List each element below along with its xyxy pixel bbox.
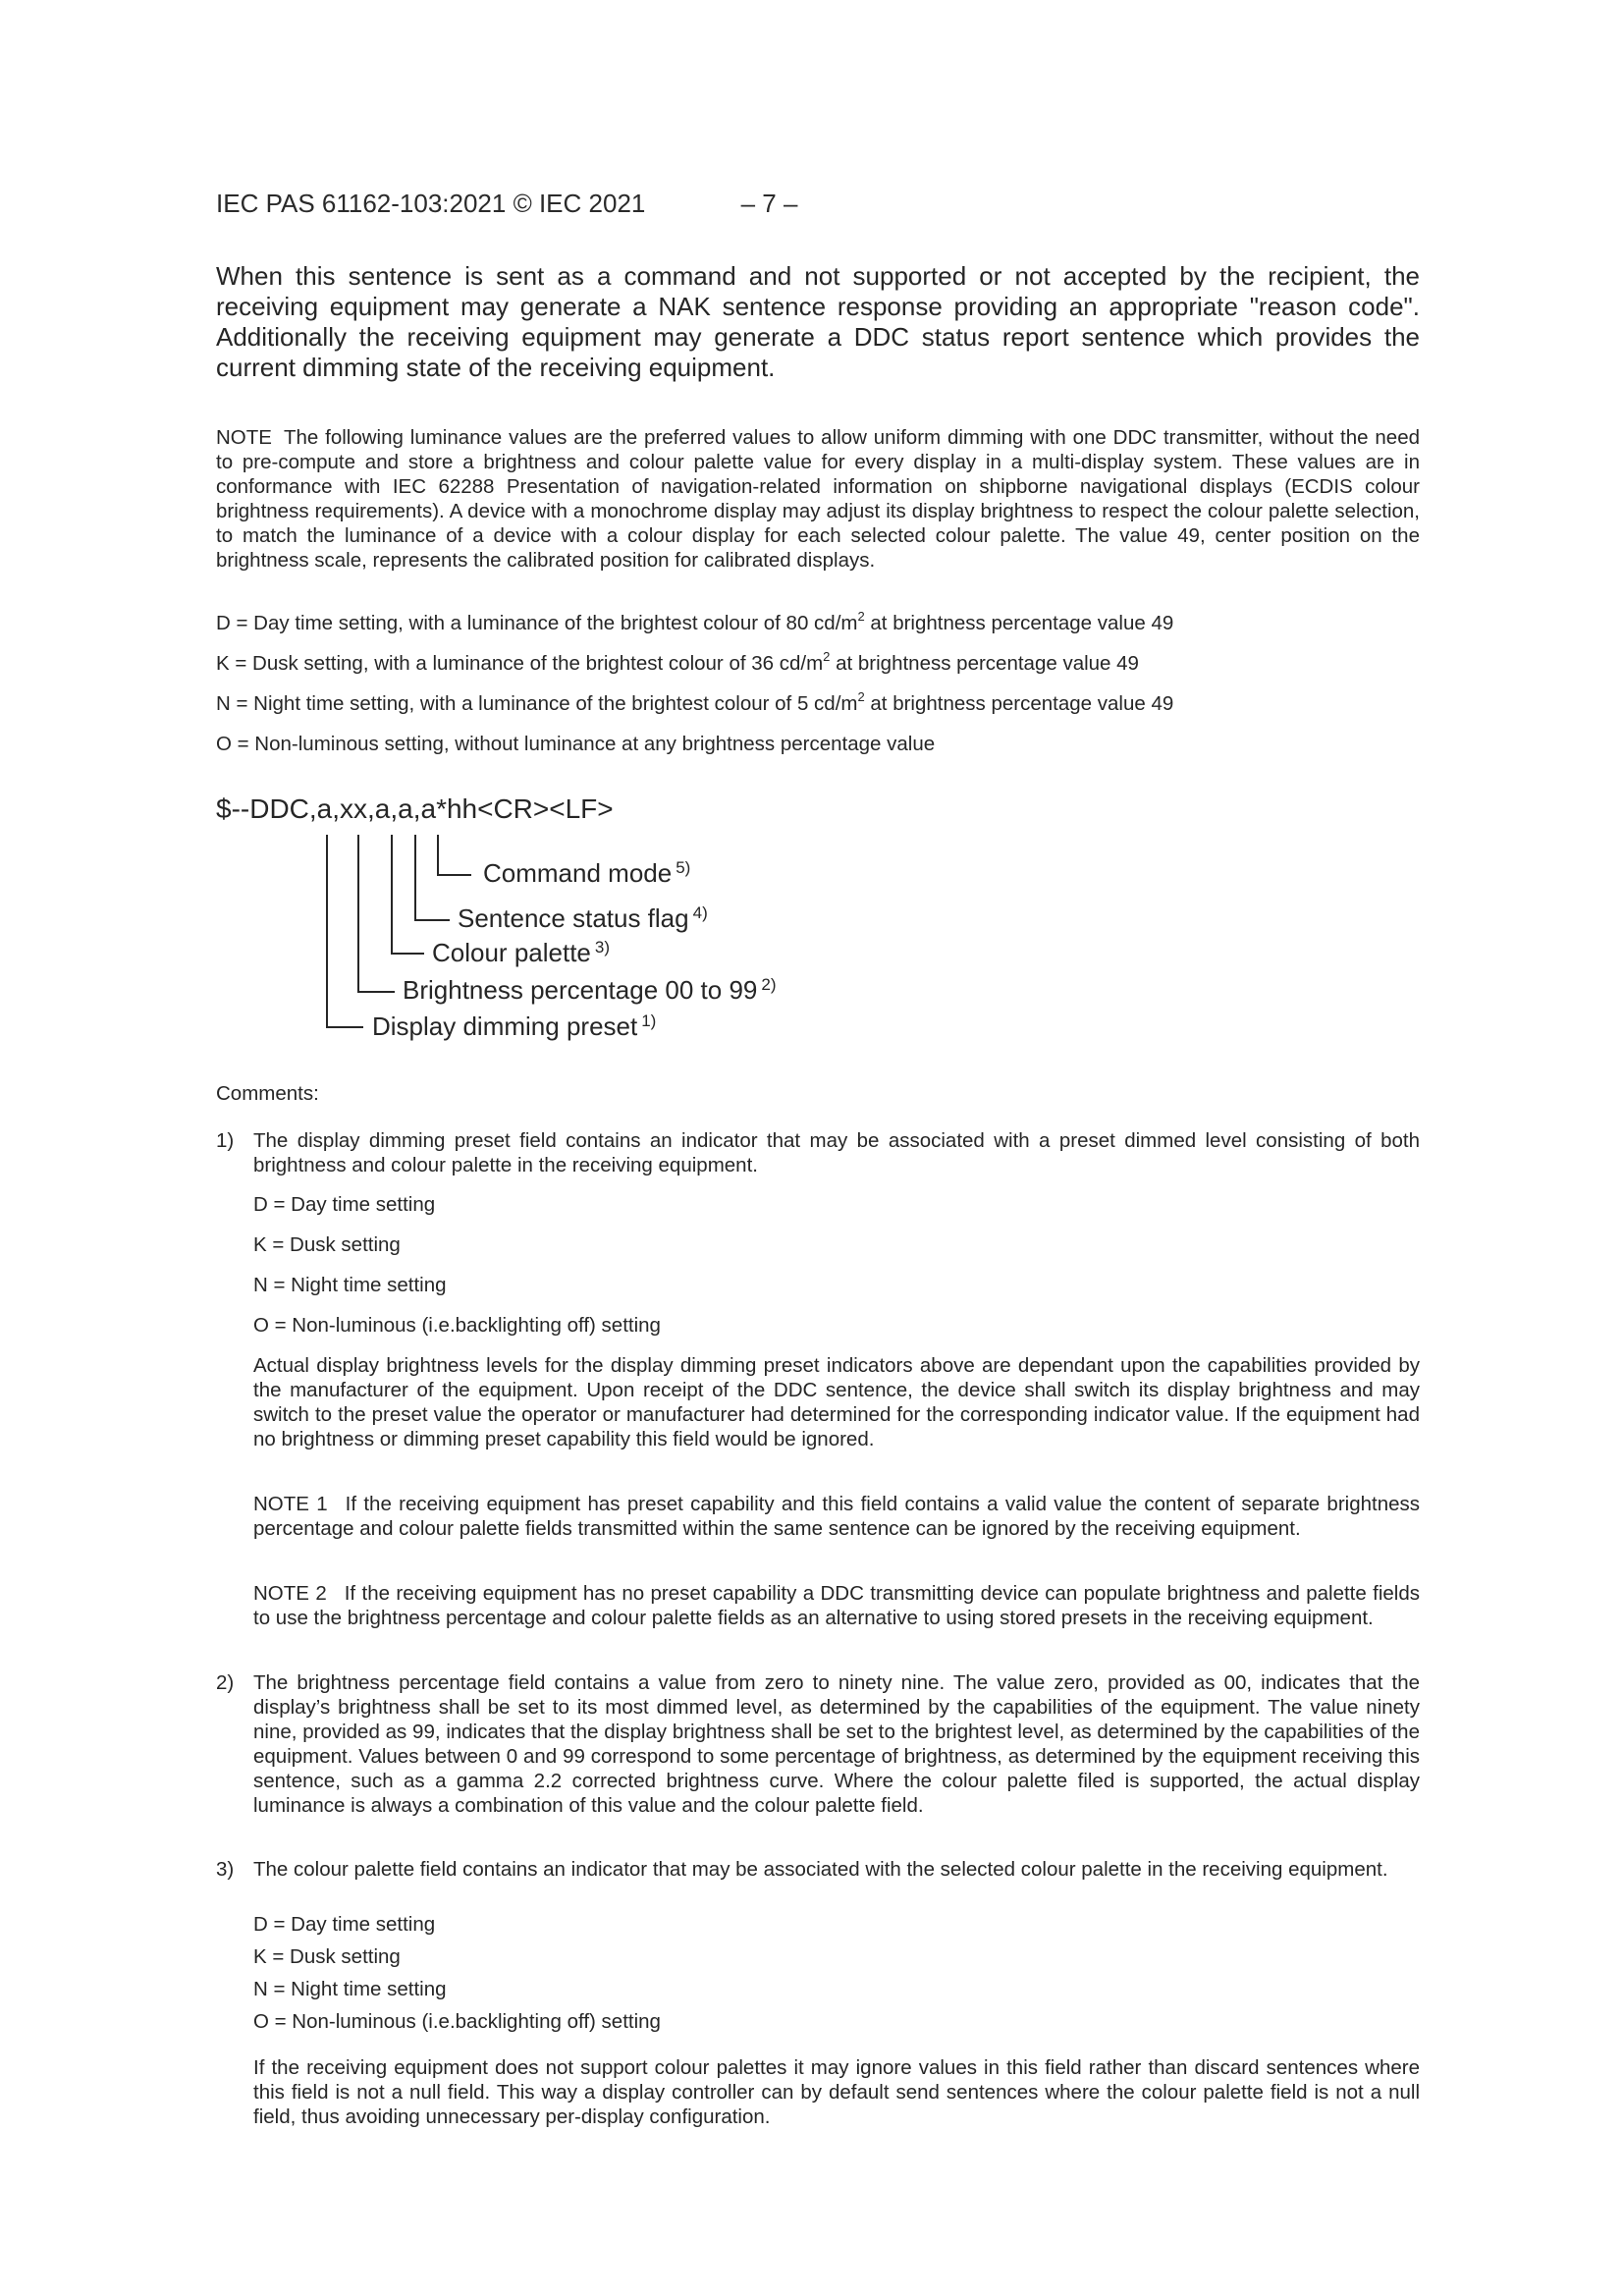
connector-command-mode [438, 835, 471, 875]
setting-night: N = Night time setting, with a luminance of the brightest colour of 5 $cd/m^2$ at brightness percentage value 49 [216, 689, 1174, 715]
comment-3-option-day: D = Day time setting [253, 1913, 436, 1936]
comments-heading: Comments: [216, 1082, 319, 1105]
comment-2-number: 2) [216, 1671, 235, 1694]
comment-3-number: 3) [216, 1858, 235, 1881]
comment-1-number: 1) [216, 1129, 235, 1152]
page-number: – 7 – [740, 189, 798, 218]
comment-3-paragraph: If the receiving equipment does not support colour palettes it may ignore values in this field rather than discard sentences where this field is not a null field. This way a display controller can by default send sentences where the colour palette field is not a null field, thus avoiding unnecessary per-display configuration. [253, 2056, 1420, 2128]
sentence-format: $--DDC,a,xx,a,a,a*hh<CR><LF> [216, 793, 614, 824]
field-label-dimming-preset: Display dimming preset $^{1)}$ [372, 1011, 657, 1041]
comment-3-option-night: N = Night time setting [253, 1978, 447, 2000]
connector-colour-palette [392, 835, 424, 954]
field-label-command-mode: Command mode $^{5)}$ [483, 858, 691, 888]
comment-1-paragraph: Actual display brightness levels for the display dimming preset indicators above are dependant upon the capabilities provided by the manufacturer of the equipment. Upon receipt of the DDC sentence, the device shall switch its display brightness and may switch to the preset value the operator or manufacturer had determined for the corresponding indicator value. If the equipment had no brightness or dimming preset capability this field would be ignored. [253, 1354, 1420, 1450]
setting-day: D = Day time setting, with a luminance of the brightest colour of 80 $cd/m^2$ at brightness percentage value 49 [216, 609, 1174, 634]
comment-1-option-day: D = Day time setting [253, 1193, 436, 1216]
connector-sentence-status [415, 835, 450, 920]
comment-1-option-dusk: K = Dusk setting [253, 1233, 401, 1256]
field-label-colour-palette: Colour palette $^{3)}$ [432, 938, 611, 967]
note-text: The following luminance values are the preferred values to allow uniform dimming with one DDC transmitter, without the need to pre-compute and store a brightness and colour palette value for every display in a multi-display system. These values are in conformance with IEC 62288 Presentation of navigation-related information on shipborne navigational displays (ECDIS colour brightness requirements). A device with a monochrome display may adjust its display brightness to respect the colour palette selection, to match the luminance of a device with a colour display for each selected colour palette. The value 49, center position on the brightness scale, represents the calibrated position for calibrated displays. [216, 426, 1420, 572]
note-label: NOTE [216, 426, 272, 449]
comment-1-option-night: N = Night time setting [253, 1274, 447, 1296]
comment-3-option-dusk: K = Dusk setting [253, 1945, 401, 1968]
luminance-note [216, 425, 1420, 573]
comment-2-text: The brightness percentage field contains a value from zero to ninety nine. The value zero, provided as 00, indicates that the display’s brightness shall be set to its most dimmed level, as determined by the capabilities of the equipment. The value ninety nine, provided as 99, indicates that the display brightness shall be set to the brightest level, as determined by the capabilities of the equipment. Values between 0 and 99 correspond to some percentage of brightness, as determined by the equipment receiving this sentence, such as a gamma 2.2 corrected brightness curve. Where the colour palette filed is supported, the actual display luminance is always a combination of this value and the colour palette field. [253, 1671, 1420, 1817]
setting-non-luminous: O = Non-luminous setting, without luminance at any brightness percentage value [216, 733, 936, 755]
connector-dimming-preset [327, 835, 363, 1027]
setting-dusk: K = Dusk setting, with a luminance of the brightest colour of 36 $cd/m^2$ at brightness percentage value 49 [216, 649, 1139, 675]
comment-1-note-2: NOTE 2 If the receiving equipment has no preset capability a DDC transmitting device can populate brightness and palette fields to use the brightness percentage and colour palette fields as an alternative to using stored presets in the receiving equipment. [253, 1582, 1420, 1629]
connector-brightness [358, 835, 395, 992]
page-header [216, 189, 797, 219]
document-id: IEC PAS 61162-103:2021 © IEC 2021 [216, 189, 646, 218]
comment-1-note-1: NOTE 1 If the receiving equipment has preset capability and this field contains a valid value the content of separate brightness percentage and colour palette fields transmitted within the same sentence can be ignored by the receiving equipment. [253, 1493, 1421, 1540]
field-label-brightness: Brightness percentage 00 to 99 $^{2)}$ [403, 975, 777, 1005]
comment-1-text: The display dimming preset field contains an indicator that may be associated with a preset dimmed level consisting of both brightness and colour palette in the receiving equipment. [253, 1129, 1420, 1176]
field-label-sentence-status: Sentence status flag $^{4)}$ [458, 903, 708, 933]
comment-1-option-non-luminous: O = Non-luminous (i.e.backlighting off) setting [253, 1314, 661, 1337]
comment-3-text: The colour palette field contains an indicator that may be associated with the selected colour palette in the receiving equipment. [253, 1858, 1388, 1881]
intro-paragraph: When this sentence is sent as a command and not supported or not accepted by the recipient, the receiving equipment may generate a NAK sentence response providing an appropriate "reason code". Additionally the receiving equipment may generate a DDC status report sentence which provides the current dimming state of the receiving equipment. [216, 261, 1420, 382]
comment-3-option-non-luminous: O = Non-luminous (i.e.backlighting off) setting [253, 2010, 661, 2033]
